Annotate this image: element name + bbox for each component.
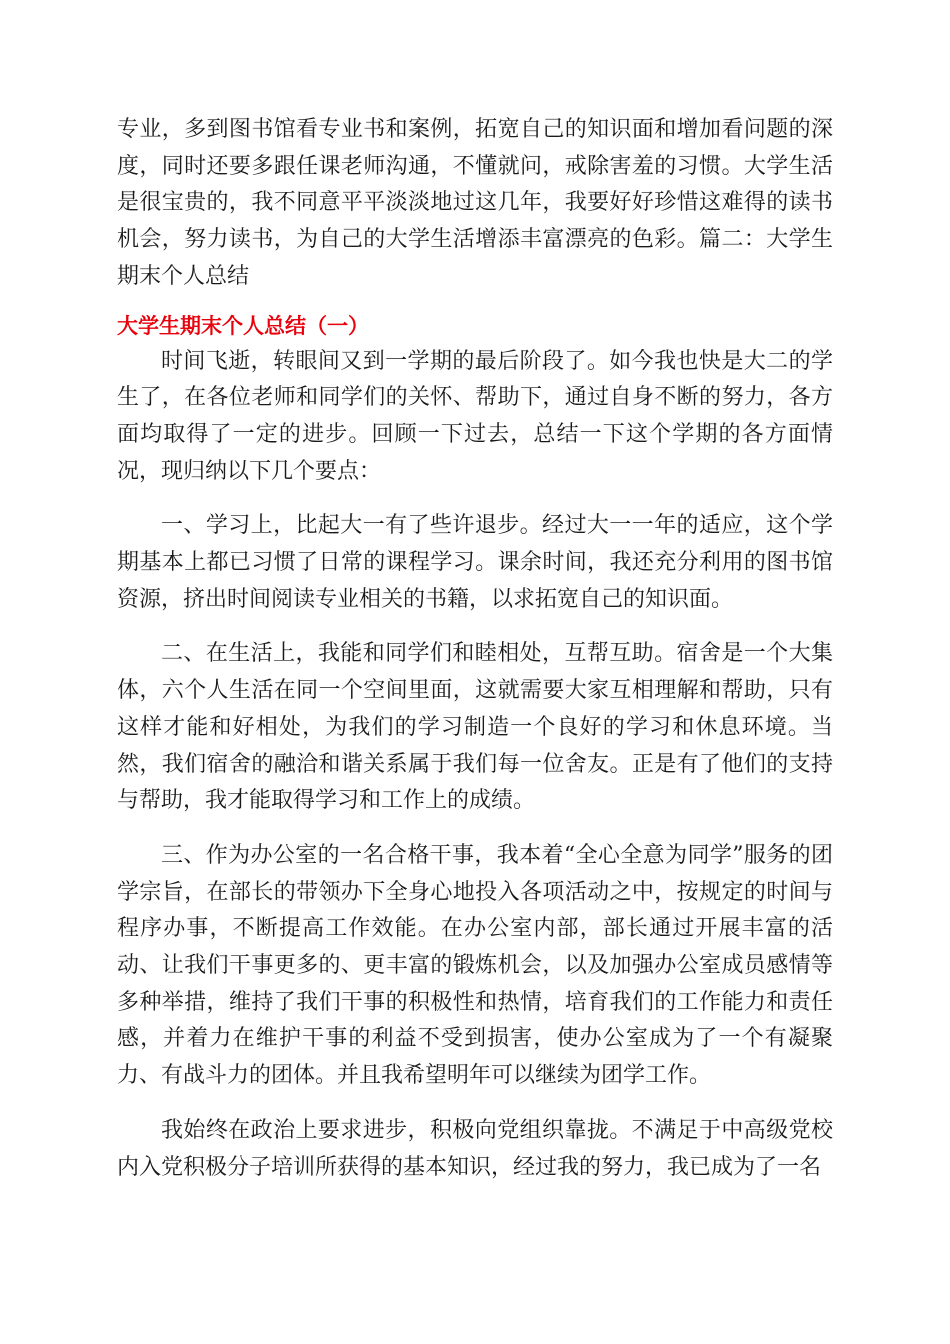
- paragraph-opening: 时间飞逝，转眼间又到一学期的最后阶段了。如今我也快是大二的学生了，在各位老师和同学们的关怀、帮助下，通过自身不断的努力，各方面均取得了一定的进步。回顾一下过去，总结一下这个学期的各方面情况，现归纳以下几个要点：: [117, 348, 833, 484]
- paragraph-work: 三、作为办公室的一名合格干事，我本着“全心全意为同学”服务的团学宗旨，在部长的带领办下全身心地投入各项活动之中，按规定的时间与程序办事，不断提高工作效能。在办公室内部，部长通过开展丰富的活动、让我们干事更多的、更丰富的锻炼机会，以及加强办公室成员感情等多种举措，维持了我们干事的积极性和热情，培育我们的工作能力和责任感，并着力在维护干事的利益不受到损害，使办公室成为了一个有凝聚力、有战斗力的团体。并且我希望明年可以继续为团学工作。: [117, 842, 833, 1089]
- paragraph-intro: 专业，多到图书馆看专业书和案例，拓宽自己的知识面和增加看问题的深度，同时还要多跟任课老师沟通，不懂就问，戒除害羞的习惯。大学生活是很宝贵的，我不同意平平淡淡地过这几年，我要好好珍惜这难得的读书机会，努力读书，为自己的大学生活增添丰富漂亮的色彩。篇二：大学生期末个人总结: [117, 117, 833, 289]
- spacer: [117, 820, 833, 838]
- section-heading: 大学生期末个人总结（一）: [117, 313, 369, 338]
- paragraph-politics: 我始终在政治上要求进步，积极向党组织靠拢。不满足于中高级党校内入党积极分子培训所获得的基本知识，经过我的努力，我已成为了一名: [117, 1117, 833, 1180]
- paragraph-study: 一、学习上，比起大一有了些许退步。经过大一一年的适应，这个学期基本上都已习惯了日常的课程学习。课余时间，我还充分利用的图书馆资源，挤出时间阅读专业相关的书籍，以求拓宽自己的知识面。: [117, 513, 833, 612]
- spacer: [117, 296, 833, 308]
- paragraph-life: 二、在生活上，我能和同学们和睦相处，互帮互助。宿舍是一个大集体，六个人生活在同一个空间里面，这就需要大家互相理解和帮助，只有这样才能和好相处，为我们的学习制造一个良好的学习和休息环境。当然，我们宿舍的融洽和谐关系属于我们每一位舍友。正是有了他们的支持与帮助，我才能取得学习和工作上的成绩。: [117, 641, 833, 814]
- spacer: [117, 1095, 833, 1113]
- spacer: [117, 490, 833, 508]
- spacer: [117, 618, 833, 636]
- document-page: [117, 112, 833, 1186]
